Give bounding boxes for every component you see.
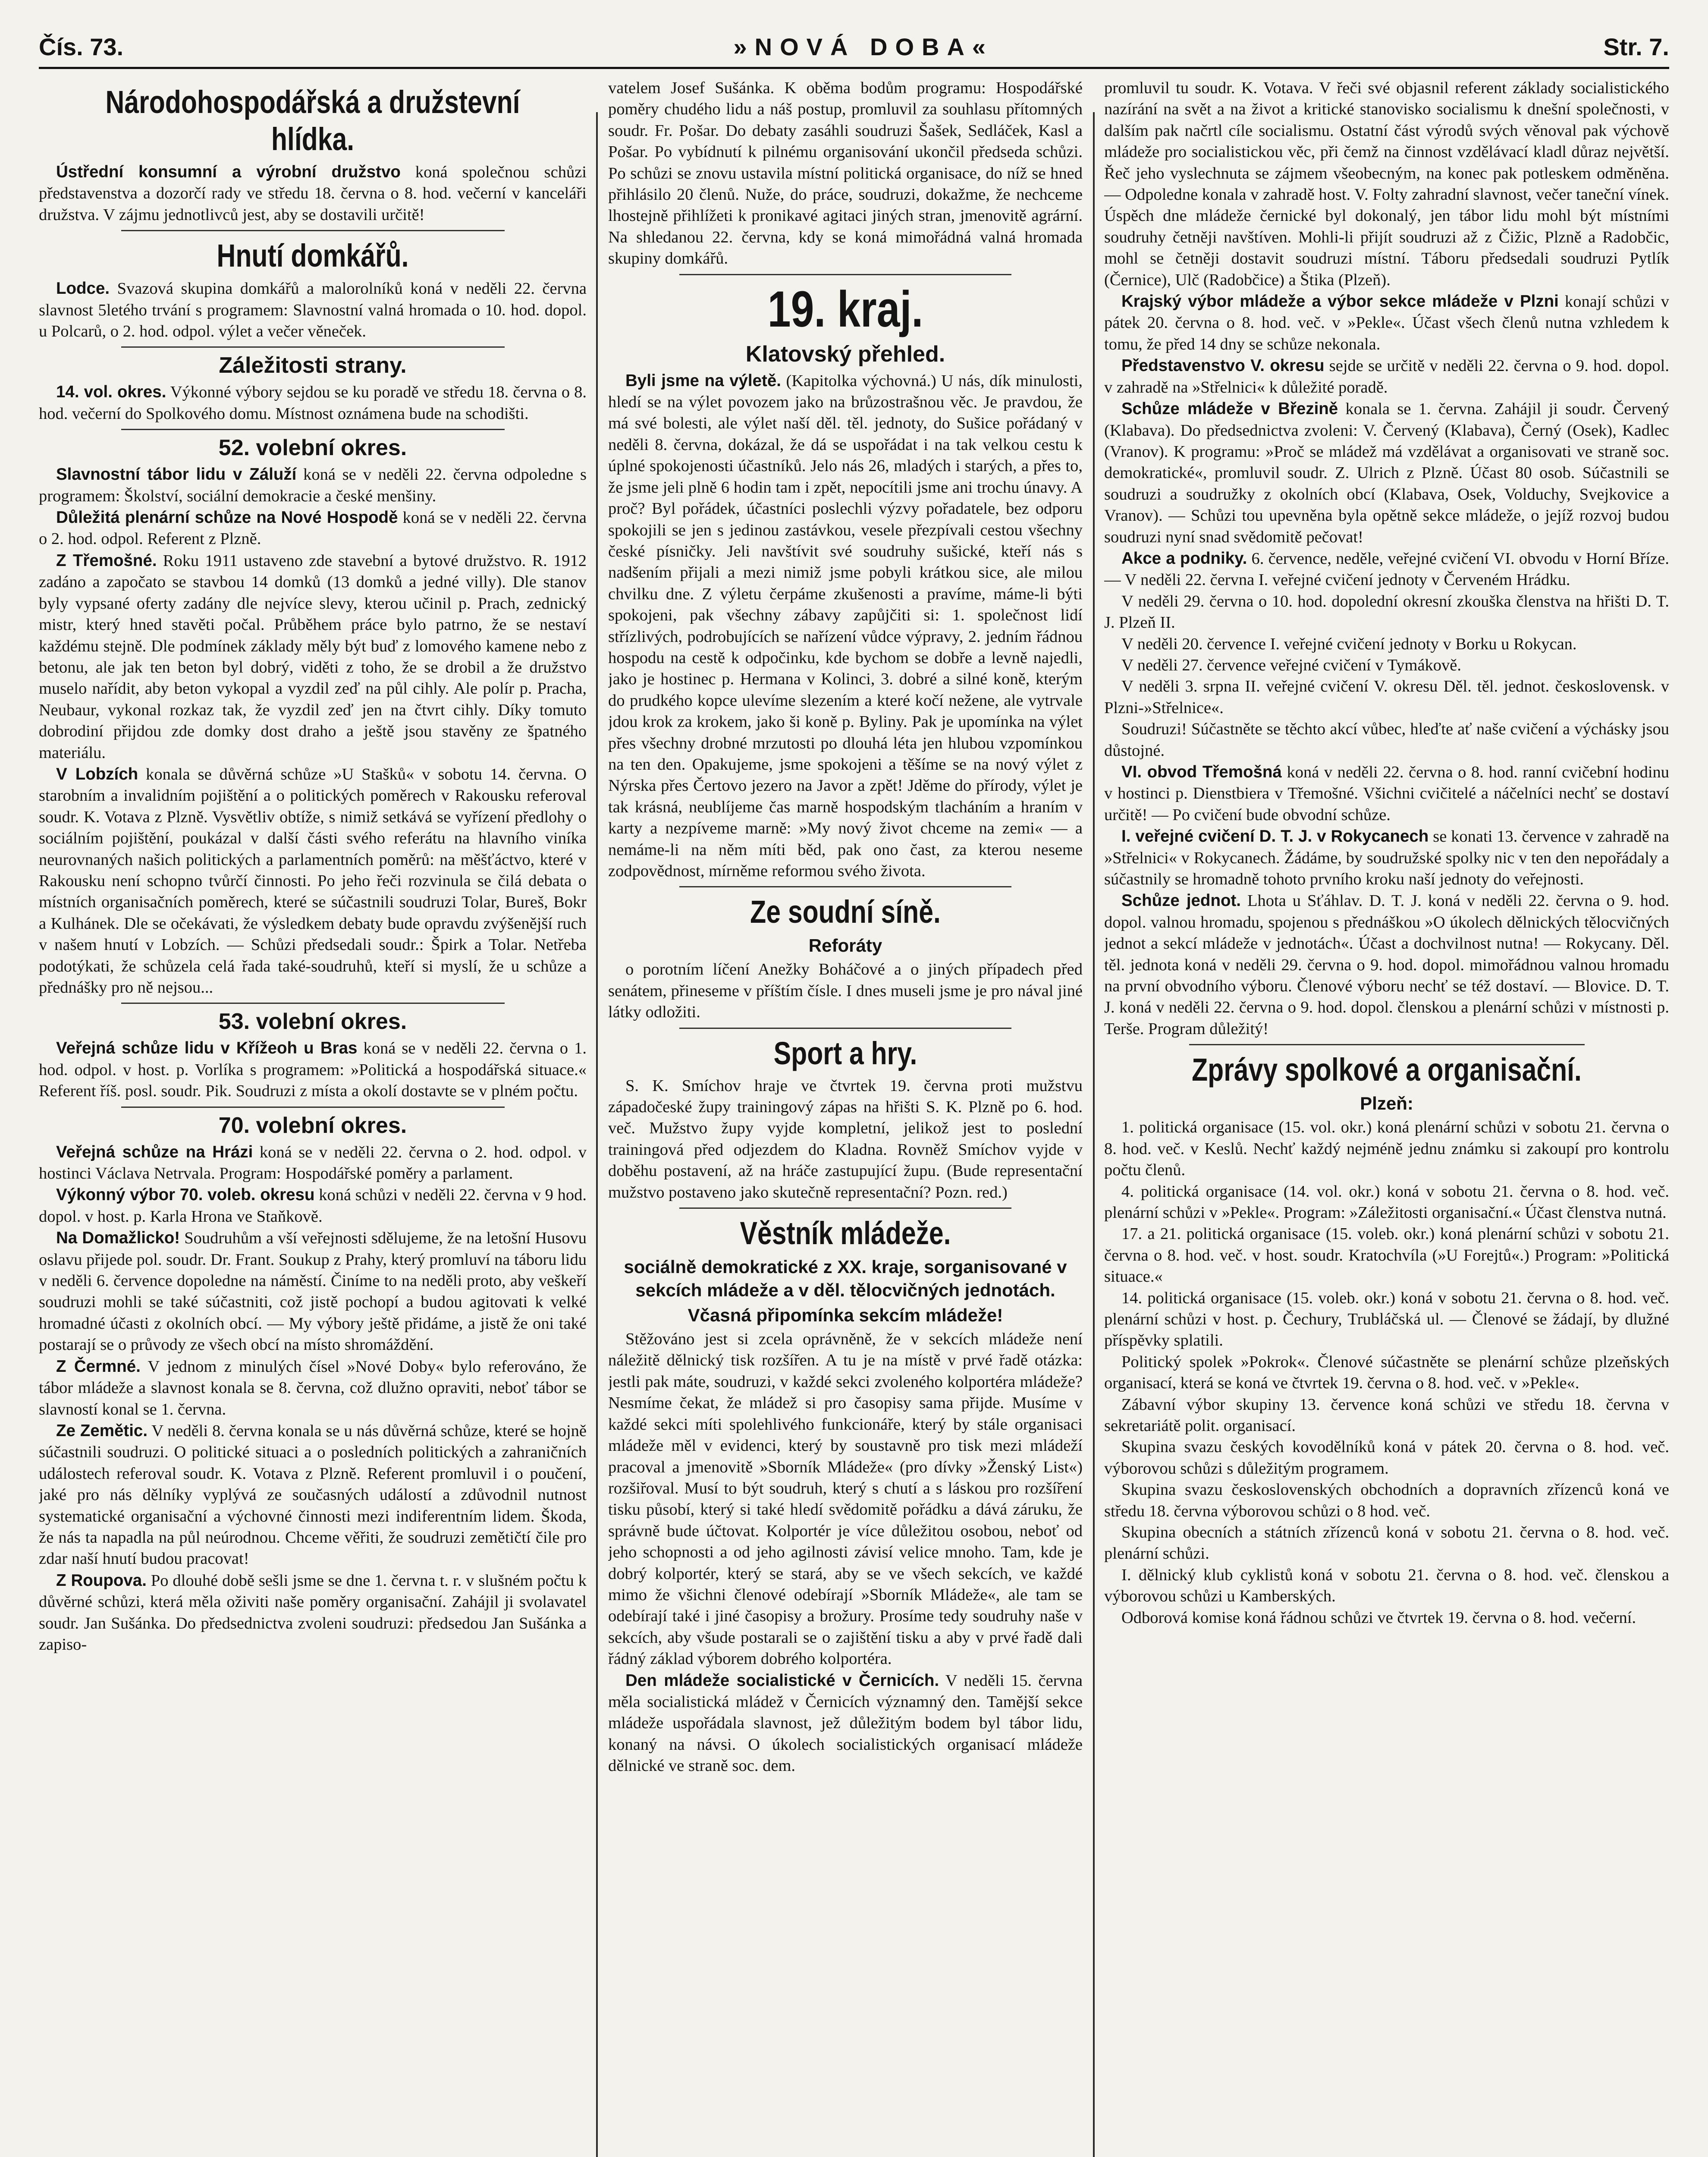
article-paragraph: [1104, 548, 1669, 591]
paragraph-text: koná schůzi v neděli 22. června v 9 hod. dopol. v host. p. Karla Hrona ve Staňkově.: [39, 1186, 587, 1226]
paragraph-text: 6. července, neděle, veřejné cvičení VI. obvodu v Horní Bříze. — V neděli 22. června I. veřejné cvičení jednoty v Červeném Hrádku.: [1104, 549, 1669, 589]
paragraph-lead: Z Roupova.: [56, 1571, 147, 1590]
article-paragraph: [608, 1670, 1083, 1777]
article-paragraph: [39, 1570, 587, 1656]
paragraph-text: V jednom z minulých čísel »Nové Doby« bylo referováno, že tábor mládeže a slavnost konala se 8. června, což dlužno opraviti, neboť tábor se slavností konal se 1. června.: [39, 1357, 587, 1418]
article-paragraph: [1104, 890, 1669, 1040]
column-2: [608, 78, 1083, 2157]
section-heading: Národohospodářská a družstevní hlídka.: [105, 84, 520, 157]
page-number: Str. 7.: [1603, 33, 1669, 60]
paragraph-text: koná se v neděli 22. června o 2. hod. odpol. Referent z Plzně.: [39, 509, 587, 548]
paragraph-text: V neděli 8. června konala se u nás důvěrná schůze, které se hojně súčastnili soudruzi. O politické situaci a o posledních politických a zahraničních událostech referoval soudr. K. Votava z Plzně. Referent promluvil i o poučení, jaké pro nás dělníky vyplývá ze současných událostí a zdůvodnil nutnost systematické organisační a výchovné činnosti mezi indiferentním lidem. Škoda, že nás ta napadla na půl neúrodnou. Chceme věřiti, že soudruzi zemětičtí čile pro zdar naší hnutí budou pracovat!: [39, 1421, 587, 1568]
paragraph-text: Po dlouhé době sešli jsme se dne 1. června t. r. v slušném počtu k důvěrné schůzi, která měla oživiti naše poměry organisační. Zahájil ji svolavatel soudr. Jan Sušánka. Do předsednictva zvoleni soudruzi: předsedou Jan Sušánka a zapiso-: [39, 1571, 587, 1654]
article-paragraph: Odborová komise koná řádnou schůzi ve čtvrtek 19. června o 8. hod. večerní.: [1121, 1608, 1636, 1627]
article-paragraph: [39, 161, 587, 226]
article-paragraph: o porotním líčení Anežky Boháčové a o jiných případech před senátem, přineseme v příštím čísle. I dnes museli jsme je pro nával jiné látky odložiti.: [608, 960, 1083, 1022]
subsection-heading: sociálně demokratické z XX. kraje, sorganisované v sekcích mládeže a v děl. tělocvičných jednotách.: [624, 1257, 1067, 1301]
article-paragraph: V neděli 29. června o 10. hod. dopolední okresní zkouška členstva na hřišti D. T. J. Plzeň II.: [1104, 592, 1669, 632]
subsection-heading: Včasná připomínka sekcím mládeže!: [688, 1305, 1003, 1326]
section-heading: Hnutí domkářů.: [217, 238, 409, 274]
paragraph-text: koná v neděli 22. června o 8. hod. ranní cvičební hodinu v hostinci p. Dienstbiera v Třemošné. Všichni cvičitelé a náčelníci nechť se dostaví určitě! — Po cvičení bude obvodní schůze.: [1104, 763, 1669, 824]
paragraph-lead: 14. vol. okres.: [56, 383, 166, 402]
separator: [679, 1207, 1011, 1209]
paragraph-text: sejde se určitě v neděli 22. června o 9. hod. dopol. v zahradě na »Střelnici« k důležité poradě.: [1104, 357, 1669, 396]
article-paragraph: [1104, 291, 1669, 355]
section-heading: 19. kraj.: [767, 280, 923, 338]
article-paragraph: [39, 1141, 587, 1185]
article-paragraph: [39, 381, 587, 424]
paragraph-lead: I. veřejné cvičení D. T. J. v Rokycanech: [1121, 827, 1429, 846]
article-paragraph: [39, 1038, 587, 1102]
separator: [121, 346, 505, 348]
paragraph-text: Svazová skupina domkářů a malorolníků koná v neděli 22. června slavnost 5letého trvání s programem: Slavnostní valná hromada o 10. hod. dopol. u Polcarů, o 2. hod. odpol. výlet a večer věneček.: [39, 280, 587, 341]
paragraph-text: Lhota u Sťáhlav. D. T. J. koná v neděli 22. června o 9. hod. dopol. valnou hromadu, spojenou s přednáškou »O úkolech dělnických tělocvičných jednot a sekcí mládeže v jednotách«. Účast a dochvilnost nutna! — Rokycany. Děl. těl. jednota koná v neděli 29. června o 9. hod. dopol. mimořádnou valnou hromadu na první obvodního výboru. Členové výboru nechť se též dostaví. — Blovice. D. T. J. koná v neděli 22. června o 9. hod. dopol. členskou a plenární schůzi v místnosti p. Terše. Program důležitý!: [1104, 892, 1669, 1038]
article-paragraph: [39, 1184, 587, 1227]
separator: [679, 1028, 1011, 1029]
article-paragraph: Zábavní výbor skupiny 13. července koná schůzi ve středu 18. června v sekretariátě polit. organisací.: [1104, 1395, 1669, 1435]
article-paragraph: I. dělnický klub cyklistů koná v sobotu 21. června o 8. hod. več. členskou a výborovou schůzi u Kamberských.: [1104, 1566, 1669, 1606]
paragraph-text: konala se 1. června. Zahájil ji soudr. Červený (Klabava). Do předsednictva zvoleni: V. Červený (Klabava), Černý (Osek), Kadlec (Vranov). K programu: »Proč se mládež má vzdělávat a organisovati ve straně soc. demokratické«, promluvil soudr. Z. Ulrich z Plzně. Účast 80 osob. Súčastnili se soudruzi a soudružky z okolních obcí (Klabava, Osek, Volduchy, Svejkovice a Vranov). — Schůzi tou upevněna byla opětně sekce mládeže, o jejíž rozvoj budou soudruzi nyní snad svědomitě pečovat!: [1104, 400, 1669, 546]
article-paragraph: Skupina svazu československých obchodních a dopravních zřízenců koná ve středu 18. června výborovou schůzi o 8 hod. več.: [1104, 1481, 1669, 1520]
paragraph-text: Soudruhům a vší veřejnosti sdělujeme, že na letošní Husovu oslavu přijede pol. soudr. Dr. Frant. Soukup z Prahy, který promluví na táboru lidu v neděli 6. července dopoledne na náměstí. Činíme to na neděli proto, aby veškeří soudruzi mohli se také súčastniti, což jistě pochopí a budou agitovati k velké hromadné účasti z okolních obcí. — My výbory ještě přidáme, a jistě že oni také postarají se o průvody ze všech obcí na místo shromáždění.: [39, 1229, 587, 1354]
page-header: [39, 17, 1669, 69]
separator: [679, 274, 1011, 275]
article-paragraph: V neděli 20. července I. veřejné cvičení jednoty v Borku u Rokycan.: [1121, 635, 1577, 653]
article-paragraph: [1104, 761, 1669, 826]
article-paragraph: [39, 507, 587, 550]
paragraph-lead: VI. obvod Třemošná: [1121, 763, 1282, 781]
paragraph-lead: Z Třemošné.: [56, 551, 157, 570]
paragraph-lead: Lodce.: [56, 279, 110, 298]
article-paragraph: [1104, 826, 1669, 890]
section-heading: Ze soudní síně.: [750, 894, 941, 930]
paragraph-lead: Důležitá plenární schůze na Nové Hospodě: [56, 508, 398, 527]
section-heading: Sport a hry.: [773, 1035, 917, 1071]
paragraph-lead: Veřejná schůze lidu v Křížeoh u Bras: [56, 1039, 358, 1058]
article-paragraph: [39, 1356, 587, 1420]
separator: [121, 1003, 505, 1004]
masthead: »NOVÁ DOBA«: [733, 33, 994, 60]
column-rule: [1093, 112, 1095, 2157]
subsection-heading: Reforáty: [808, 935, 882, 956]
paragraph-text: se konati 13. července v zahradě na »Střelnici« v Rokycanech. Žádáme, by soudružské spolky nic v ten den nepořádaly a súčastnily se hromadně tohoto prvního kroku naší jednoty do veřejnosti.: [1104, 827, 1669, 889]
article-paragraph: [39, 1420, 587, 1570]
column-3: [1104, 78, 1669, 2157]
paragraph-text: koná se v neděli 22. června o 1. hod. odpol. v host. p. Vorlíka s programem: »Politická a hospodářská situace.« Referent říš. posl. soudr. Pik. Soudruzi z místa a okolí dostavte se v plném počtu.: [39, 1039, 587, 1101]
article-paragraph: [39, 550, 587, 764]
column-1: [39, 78, 587, 2157]
paragraph-lead: Schůze mládeže v Březině: [1121, 399, 1338, 418]
paragraph-text: koná se v neděli 22. června o 2. hod. odpol. v hostinci Václava Netrvala. Program: Hospodářské poměry a parlament.: [39, 1143, 587, 1183]
paragraph-text: koná společnou schůzi představenstva a dozorčí rady ve středu 18. června o 8. hod. večerní v kanceláři družstva. V zájmu jednotlivců jest, aby se dostavili určitě!: [39, 163, 587, 224]
section-heading: Záležitosti strany.: [219, 353, 407, 378]
paragraph-lead: Na Domažlicko!: [56, 1229, 180, 1248]
column-rule: [596, 112, 598, 2157]
separator: [679, 886, 1011, 887]
article-paragraph: 4. politická organisace (14. vol. okr.) koná v sobotu 21. června o 8. hod. več. plenární schůzi v »Pekle«. Program: »Záležitosti organisační.« Účast členstva nutná.: [1104, 1182, 1669, 1222]
paragraph-text: koná se v neděli 22. června odpoledne s programem: Školství, sociální demokracie a české menšiny.: [39, 465, 587, 505]
paragraph-text: konají schůzi v pátek 20. června o 8. hod. več. v »Pekle«. Účast všech členů nutna vzhledem k tomu, že před 14 dny se schůze nekonala.: [1104, 292, 1669, 353]
section-heading: 53. volební okres.: [218, 1009, 407, 1034]
paragraph-lead: Ze Zemětic.: [56, 1421, 148, 1440]
paragraph-lead: Akce a podniky.: [1121, 549, 1247, 568]
article-paragraph: Skupina svazu českých kovodělníků koná v pátek 20. června o 8. hod. več. výborovou schůzi s důležitým programem.: [1104, 1438, 1669, 1478]
section-heading: Zprávy spolkové a organisační.: [1192, 1052, 1582, 1088]
paragraph-lead: Ústřední konsumní a výrobní družstvo: [56, 163, 401, 181]
article-paragraph: [608, 370, 1083, 882]
article-paragraph: Stěžováno jest si zcela oprávněně, že v sekcích mládeže není náležitě dělnický tisk rozšířen. A tu je na místě v prvé řadě otázka: jestli pak máte, soudruzi, v každé sekci zvoleného kolportéra mládeže? Nesmíme čekat, že mládež si pro časopisy sama přijde. Musíme v každé sekci míti spolehlivého funkcionáře, který by stále organisaci mládeže měl v evidenci, který by soustavně pro tisk mezi mládeží pracoval a jmenovitě »Sborník Mládeže« (pro dívky »Ženský List«) rozšiřoval. Musí to být soudruh, který s chutí a s láskou pro rozšíření tisku působí, který si také hledí svědomitě pořádku a dává záruku, že správně bude účtovat. Kolportér je více důležitou osobou, neboť od jeho schopnosti a od jeho agilnosti závisí velice mnoho. Tam, kde je dobrý kolportér, který se stará, aby se ve všech sekcích, ve každé mimo že všichni členové odebírají »Sborník Mládeže«, ale tam se odebírají také i jiné časopisy a brožury. Prosíme tedy soudruhy naše v sekcích, aby všude postarali se o zajištění tisku a aby v prvé řadě dali řádný základ výborem dobrého kolportéra.: [608, 1330, 1083, 1668]
article-paragraph: Politický spolek »Pokrok«. Členové súčastněte se plenární schůze plzeňských organisací, která se koná ve čtvrtek 19. června o 8. hod. več. v »Pekle«.: [1104, 1352, 1669, 1393]
paragraph-lead: Z Čermné.: [56, 1357, 141, 1376]
separator: [121, 429, 505, 430]
article-paragraph: 1. politická organisace (15. vol. okr.) koná plenární schůzi v sobotu 21. června o 8. hod. več. v Keslů. Nechť každý nejméně jednu známku si zakoupí pro kontrolu počtu členů.: [1104, 1118, 1669, 1179]
article-paragraph: 14. politická organisace (15. voleb. okr.) koná v sobotu 21. června o 8. hod. več. plenární schůzi v host. p. Čechury, Trubláčská ul. — Členové se žádají, by dlužné příspěvky splatili.: [1104, 1289, 1669, 1350]
article-paragraph: [39, 464, 587, 507]
separator: [1189, 1044, 1585, 1045]
paragraph-lead: Slavnostní tábor lidu v Záluží: [56, 465, 297, 484]
separator: [121, 1107, 505, 1108]
paragraph-lead: Veřejná schůze na Hrázi: [56, 1142, 253, 1161]
article-paragraph: V neděli 3. srpna II. veřejné cvičení V. okresu Děl. těl. jednot. československ. v Plzni-»Střelnice«.: [1104, 677, 1669, 717]
paragraph-lead: V Lobzích: [56, 764, 138, 783]
section-heading: 70. volební okres.: [218, 1113, 407, 1138]
article-paragraph: 17. a 21. politická organisace (15. voleb. okr.) koná plenární schůzi v sobotu 21. června o 8. hod. več. v host. soudr. Kratochvíla (»U Forejtů«.) Program: »Politická situace.«: [1104, 1225, 1669, 1286]
paragraph-lead: Představenstvo V. okresu: [1121, 356, 1325, 375]
article-paragraph: Skupina obecních a státních zřízenců koná v sobotu 21. června o 8. hod. več. plenární schůzi.: [1104, 1523, 1669, 1563]
section-heading: Věstník mládeže.: [740, 1215, 951, 1251]
paragraph-text: V neděli 15. června měla socialistická mládež v Černicích významný den. Tamější sekce mládeže uspořádala slavnost, jež důležitým bodem byl tábor lidu, konaný na návsi. O úkolech socialistických organisací mládeže dělnické ve straně soc. dem.: [608, 1671, 1083, 1775]
article-paragraph: [1104, 398, 1669, 548]
article-paragraph: [1104, 355, 1669, 398]
paragraph-lead: Výkonný výbor 70. voleb. okresu: [56, 1185, 315, 1204]
article-paragraph: vatelem Josef Sušánka. K oběma bodům programu: Hospodářské poměry chudého lidu a náš postup, promluvil za souhlasu přítomných soudr. Fr. Pošar. Do debaty zasáhli soudruzi Šašek, Sedláček, Kasl a Pošar. Po vybídnutí k pilnému organisování ukončil předseda schůzi. Po schůzi se znovu ustavila místní politická organisace, do níž se hned přihlásilo 20 členů. Nuže, do práce, soudruzi, dokažme, že nechceme lhostejně přihlížeti k pronikavé agitaci jiných stran, jmenovitě agrární. Na shledanou 22. června, kdy se koná mimořádná valná hromada skupiny domkářů.: [608, 79, 1083, 268]
paragraph-text: konala se důvěrná schůze »U Stašků« v sobotu 14. června. O starobním a invalidním pojištění a o politických poměrech v Rakousku referoval soudr. K. Votava z Plzně. Vysvětliv obtíže, s nimiž setkává se vyřízení předlohy o sociálním pojištění, poukázal v další části svého referátu na hlavního viníka neurovnaných našich politických a parlamentních poměrů: na měšťáctvo, které v Rakousku není schopno tvůrčí činnosti. Po jeho řeči rozvinula se čilá debata o místních organisačních poměrech, které se súčastnili soudruzi Tolar, Bureš, Bokr a Kulhánek. Dle se očekávati, že výsledkem debaty bude opravdu zvýšenější ruch v našem hnutí v Lobzích. — Schůzi předsedali soudr.: Špirk a Tolar. Netřeba podotýkati, že schůzela celá řada také-soudruhů, kteří si myslí, že u schůze a přednášky pro ně nejsou...: [39, 765, 587, 997]
separator: [121, 230, 505, 231]
subsection-heading: Klatovský přehled.: [745, 341, 945, 367]
subsection-heading: Plzeň:: [1360, 1093, 1413, 1114]
section-heading: 52. volební okres.: [218, 435, 407, 461]
paragraph-lead: Den mládeže socialistické v Černicích.: [625, 1671, 939, 1690]
article-paragraph: [39, 1227, 587, 1355]
paragraph-text: Roku 1911 ustaveno zde stavební a bytové družstvo. R. 1912 zadáno a započato se stavbou 14 domků (13 domků a jedné villy). Dle stanov byly vypsané oferty zadány dle nejvíce slevy, kterou učinil p. Prach, zednický mistr, který hned stavěti počal. Průběhem práce bylo patrno, že se nestaví každému stejně. Dle podmínek základy měly být buď z lomového kamene nebo z betonu, ale jak ten beton byl dobrý, viděti z toho, že se drobil a že družstvo muselo nařídit, aby beton vykopal a vyzdil zeď na půl cihly. Ale polír p. Pracha, Neubaur, vykonal rozkaz tak, že vyzdil zeď jen na čtvrt cihly. Díky tomuto dobrodiní přijdou zde domky dost draho a ještě jsou stavěny ze špatného materiálu.: [39, 551, 587, 762]
article-paragraph: [39, 764, 587, 998]
paragraph-text: Výkonné výbory sejdou se ku poradě ve středu 18. června o 8. hod. večerní do Spolkového domu. Místnost oznámena bude na schodišti.: [39, 383, 587, 423]
article-paragraph: S. K. Smíchov hraje ve čtvrtek 19. června proti mužstvu západočeské župy trainingový zápas na hřišti S. K. Plzně po 6. hod. več. Mužstvo župy vyjde kompletní, jelikož jest to poslední trainingová před odjezdem do Kladna. Rovněž Smíchov vyjde v doběhu postavení, až na hráče zastupující župu. (Bude representační mužstvo postaveno jako skutečně representační? Pozn. red.): [608, 1076, 1083, 1201]
paragraph-text: (Kapitolka výchovná.) U nás, dík minulosti, hledí se na výlet povozem jako na brůzostrašnou věc. Je pravdou, že má své bolesti, ale výlet naší děl. těl. jednoty, do Sušice pořádaný v neděli 8. června, dokázal, že dá se uspořádat i na tak velkou cestu k úplné spokojenosti účastníků. Jelo nás 26, mladých i starých, a přes to, že jsme jeli plně 6 hodin tam i zpět, nepocítili jsme ani trochu únavy. A proč? Byl pořádek, účastníci poslechli výzvy pořadatele, bez odporu spokojili se jen s jedinou zastávkou, vesele přezpívali cestou všechny české písničky. Jeli navštívit své soudruhy sušické, kteří nás s nadšením přijali a mezi nimiž jsme pobyli krátkou sice, ale milou chvilku dne. Z výletu čerpáme zkušenosti a pravíme, máme-li býti spokojeni, pak všechny zábavy zapůjčiti si: 1. společnost lidí střízlivých, podrobujících se nařízení vůdce výpravy, 2. jedním řádnou hospodu na cestě k odpočinku, kde bychom se dobře a levně najedli, jako je hostinec p. Hermana v Kolinci, 3. dobré a silné koně, kterým do prudkého kopce ulevíme slezením a které kočí nežene, ale vytrvale jdou krok za krokem, jako ši koně p. Byliny. Pak je upomínka na výlet přes všechny drobné mrzutosti po dlouhá léta jen hlubou vzpomínkou na ten den. Opakujeme, jsme spokojeni a těšíme se na nový výlet z Nýrska přes Čertovo jezero na Javor a zpět! Jděme do přírody, výlet je tak krásná, neublíjeme čas marně hospodským tlacháním a hraním v karty a nezpíveme marně: »My nový život chceme na zemi« — a nemáme-li na něm míti běd, pak ono čast, za kterou neseme zodpovědnost, mírněme reformou svého života.: [608, 371, 1083, 880]
issue-number: Čís. 73.: [39, 33, 124, 60]
article-paragraph: promluvil tu soudr. K. Votava. V řeči své objasnil referent základy socialistického nazírání na svět a na život a kritické stanovisko socialismu k dnešní společnosti, v dalším pak načrtl cíle socialismu. Ostatní část výrodů svých věnoval pak výchově mládeže pro socialistickou věc, při čemž na činnost vzdělávací kladl důraz největší. Řeč jeho vyslechnuta se zájmem všeobecným, na konec pak potleskem odměněna. — Odpoledne konala v zahradě host. V. Folty zahradní slavnost, večer taneční vínek. Úspěch dne mládeže černické byl dokonalý, jen tábor lidu mohl být místními soudruhy četněji navštíven. Mohli-li přijít soudruzi až z Čižic, Plzně a Radobčic, mohl se četněji dostavit soudruzi místní. Táboru předsedali soudruzi Pytlík (Černice), Ulč (Radobčice) a Štika (Plzeň).: [1104, 79, 1669, 289]
article-paragraph: [39, 278, 587, 342]
paragraph-lead: Schůze jednot.: [1121, 891, 1241, 910]
article-paragraph: Soudruzi! Súčastněte se těchto akcí vůbec, hleďte ať naše cvičení a výchásky jsou důstojné.: [1104, 720, 1669, 760]
article-paragraph: V neděli 27. července veřejné cvičení v Tymákově.: [1121, 656, 1462, 674]
paragraph-lead: Byli jsme na výletě.: [625, 371, 781, 390]
paragraph-lead: Krajský výbor mládeže a výbor sekce mládeže v Plzni: [1121, 292, 1559, 311]
